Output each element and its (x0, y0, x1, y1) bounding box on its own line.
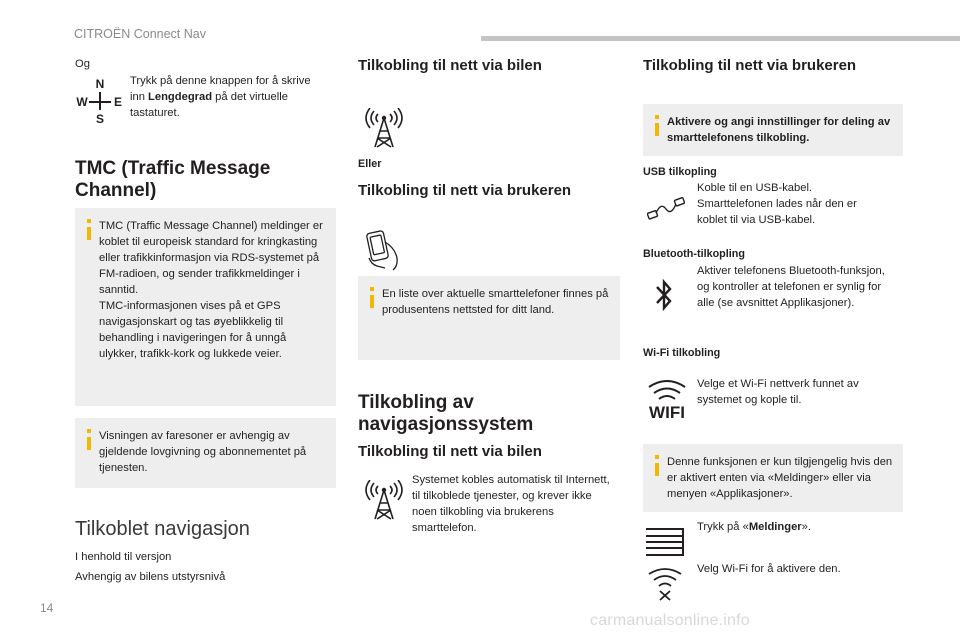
smartphone-hand-icon (365, 228, 405, 272)
bluetooth-text: Aktiver telefonens Bluetooth-funksjon, og kontroller at telefonen er synlig for alle (se avsnittet Applikasjoner). (697, 265, 885, 309)
compass-letter-n: N (95, 77, 105, 91)
antenna-icon (365, 108, 403, 148)
danger-info-text: Visningen av faresoner er avhengig av gjeldende lovgivning og abonnementet på tjenesten. (99, 430, 307, 474)
equipment-line: Avhengig av bilens utstyrsnivå (75, 571, 226, 583)
wifi-label: Wi-Fi tilkobling (643, 347, 721, 359)
messages-list-icon (645, 527, 685, 557)
tmc-info-paragraph-1: TMC (Traffic Message Channel) meldinger er koblet til europeisk standard for kringkasting eller trafikkinformasjon via RDS-systemet på FM-radioen, og sender trafikkmeldinger i sanntid. (99, 220, 323, 296)
wifi-icon-text: WIFI (649, 403, 685, 420)
phone-list-info-box (358, 276, 620, 360)
header-title: CITROËN Connect Nav (74, 27, 206, 41)
bluetooth-label: Bluetooth-tilkopling (643, 248, 745, 260)
usb-label: USB tilkopling (643, 166, 717, 178)
nav-system-heading: Tilkobling av navigasjonssystem (358, 392, 534, 435)
function-info-box (643, 444, 903, 512)
wifi-text: Velge et Wi-Fi nettverk funnet av systemet og kople til. (697, 378, 859, 406)
compass-letter-e: E (113, 95, 123, 109)
enable-wifi-text: Velg Wi-Fi for å aktivere den. (697, 563, 841, 575)
heading-car-connection-2: Tilkobling til nett via bilen (358, 443, 542, 460)
danger-info-box (75, 418, 336, 488)
og-text: Og (75, 58, 90, 70)
info-marker-icon (655, 115, 659, 136)
watermark: carmanualsonline.info (590, 612, 750, 629)
header-divider (481, 36, 960, 41)
tmc-info-paragraph-2: TMC-informasjonen vises på et GPS navigasjonskart og tas øyeblikkelig til behandling i navigeringen for å unngå ulykker, trafikk-kork og lukkede veier. (99, 300, 287, 360)
compass-letter-s: S (95, 112, 105, 125)
usb-cable-icon (647, 196, 685, 222)
usb-text: Koble til en USB-kabel. Smarttelefonen lades når den er koblet til via USB-kabel. (697, 182, 857, 226)
antenna-icon (365, 480, 403, 520)
tmc-info-box (75, 208, 336, 406)
page-number: 14 (40, 601, 54, 615)
press-messages-text: Trykk på «Meldinger». (697, 521, 811, 533)
wifi-icon (645, 378, 689, 420)
function-info-text: Denne funksjonen er kun tilgjengelig hvis den er aktivert enten via «Meldinger» eller via menyen «Applikasjoner». (667, 456, 893, 500)
compass-letter-w: W (76, 95, 88, 109)
heading-car-connection: Tilkobling til nett via bilen (358, 57, 542, 74)
info-marker-icon (655, 455, 659, 476)
share-info-text: Aktivere og angi innstillinger for deling av smarttelefonens tilkobling. (667, 116, 891, 144)
heading-user-connection: Tilkobling til nett via brukeren (358, 182, 572, 199)
eller-label: Eller (358, 158, 382, 170)
bluetooth-icon (654, 278, 674, 312)
info-marker-icon (370, 287, 374, 308)
connected-nav-heading: Tilkoblet navigasjon (75, 518, 250, 540)
compass-icon (76, 77, 124, 125)
phone-list-info-text: En liste over aktuelle smarttelefoner finnes på produsentens nettsted for ditt land. (382, 288, 609, 316)
share-info-box (643, 104, 903, 156)
heading-user-connection-right: Tilkobling til nett via brukeren (643, 57, 857, 74)
wifi-off-icon (647, 567, 683, 601)
longitude-bold: Lengdegrad (148, 91, 213, 103)
press-messages-bold: Meldinger (748, 521, 802, 533)
longitude-instruction: Trykk på denne knappen for å skrive inn Lengdegrad på det virtuelle tastaturet. (130, 75, 311, 119)
version-line: I henhold til versjon (75, 551, 172, 563)
tmc-heading: TMC (Traffic Message Channel) (75, 158, 271, 201)
info-marker-icon (87, 429, 91, 450)
info-marker-icon (87, 219, 91, 240)
system-auto-text: Systemet kobles automatisk til Internett, til tilkoblede tjenester, og krever ikke noen tilkobling via brukerens smarttelefon. (412, 474, 610, 534)
